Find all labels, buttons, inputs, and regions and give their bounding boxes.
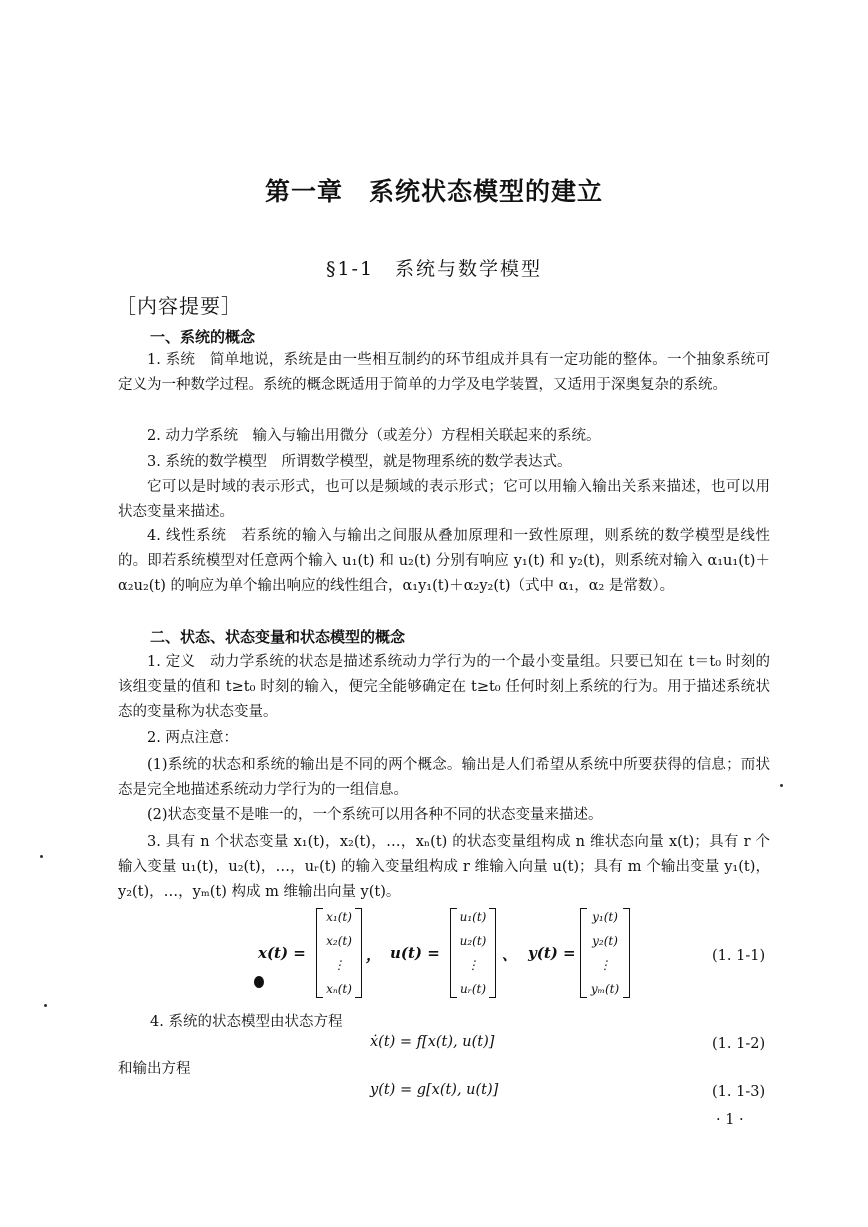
part1-linear-system-paragraph: 4. 线性系统 若系统的输入与输出之间服从叠加原理和一致性原理，则系统的数学模型是线性的。即若系统模型对任意两个输入 u₁(t) 和 u₂(t) 分别有响应 y₁(t) 和 y₂(t)，则系统对输入 α₁u₁(t)＋α₂u₂(t) 的响应为单个输出响应的线性组合，α₁y₁(t)＋α₂y₂(t)（式中 α₁，α₂ 是常数）。	[118, 528, 770, 594]
output-equation: y(t) = g[x(t), u(t)]	[370, 1082, 499, 1098]
x-cell-2: x₂(t)	[326, 934, 352, 948]
scan-speck	[780, 784, 783, 787]
equation-label-1-1-2: (1. 1-2)	[712, 1036, 766, 1052]
part2-definition-paragraph: 1. 定义 动力学系统的状态是描述系统动力学行为的一个最小变量组。只要已知在 t＝t₀ 时刻的该组变量的值和 t≥t₀ 时刻的输入，便完全能够确定在 t≥t₀ 任何时刻上系统的行为。用于描述系统状态的变量称为状态变量。	[118, 654, 770, 720]
y-vector-matrix	[580, 908, 630, 998]
y-cell-3: ⋮	[599, 958, 611, 972]
part1-system-paragraph: 1. 系统 简单地说，系统是由一些相互制约的环节组成并具有一定功能的整体。一个抽象系统可定义为一种数学过程。系统的概念既适用于简单的力学及电学装置，又适用于深奥复杂的系统。	[118, 352, 770, 393]
section-title: §1-1 系统与数学模型	[325, 258, 543, 280]
chapter-title: 第一章 系统状态模型的建立	[264, 177, 603, 206]
part2-note-2: (2)状态变量不是唯一的，一个系统可以用各种不同的状态变量来描述。	[147, 807, 603, 823]
x-vector-matrix	[316, 908, 362, 998]
u-cell-1: u₁(t)	[459, 910, 487, 924]
part1-representation-paragraph: 它可以是时域的表示形式，也可以是频域的表示形式；它可以用输入输出关系来描述，也可以用状态变量来描述。	[118, 479, 770, 520]
y-cell-2: y₂(t)	[592, 934, 618, 948]
state-equation: ẋ(t) = f[x(t), u(t)]	[370, 1034, 495, 1050]
u-vector-lhs: u(t) =	[390, 944, 440, 962]
part1-dynamic-system-paragraph: 2. 动力学系统 输入与输出用微分（或差分）方程相关联起来的系统。	[147, 428, 601, 444]
u-vector-matrix	[450, 908, 496, 998]
scan-speck	[40, 855, 43, 858]
output-equation-intro: 和输出方程	[118, 1061, 191, 1077]
y-cell-4: yₘ(t)	[590, 982, 620, 996]
u-cell-3: ⋮	[467, 958, 479, 972]
u-cell-4: uᵣ(t)	[459, 982, 487, 996]
x-cell-4: xₙ(t)	[326, 982, 352, 996]
part2-vectors-paragraph: 3. 具有 n 个状态变量 x₁(t)，x₂(t)，…，xₙ(t) 的状态变量组构成 n 维状态向量 x(t)；具有 r 个输入变量 u₁(t)，u₂(t)，…，uᵣ(t) 的输入变量组构成 r 维输入向量 u(t)；具有 m 个输出变量 y₁(t)，y₂(t)，…，yₘ(t) 构成 m 维输出向量 y(t)。	[118, 834, 770, 900]
separator-2: 、	[502, 946, 518, 964]
y-cell-1: y₁(t)	[592, 910, 618, 924]
scan-ink-blot	[254, 976, 264, 988]
summary-tag: ［内容提要］	[116, 294, 242, 318]
part2-notes-heading: 2. 两点注意：	[147, 730, 238, 746]
u-cell-2: u₂(t)	[459, 934, 487, 948]
state-model-intro: 4. 系统的状态模型由状态方程	[150, 1014, 343, 1030]
x-cell-3: ⋮	[333, 958, 345, 972]
part1-math-model-paragraph: 3. 系统的数学模型 所谓数学模型，就是物理系统的数学表达式。	[147, 454, 572, 470]
page-number: · 1 ·	[716, 1112, 744, 1128]
scan-speck	[44, 1004, 47, 1007]
x-cell-1: x₁(t)	[326, 910, 352, 924]
part2-heading: 二、状态、状态变量和状态模型的概念	[150, 628, 406, 646]
part1-heading: 一、系统的概念	[150, 328, 256, 346]
separator-1: ，	[366, 946, 382, 964]
x-vector-lhs: x(t) =	[258, 944, 306, 962]
part2-note-1: (1)系统的状态和系统的输出是不同的两个概念。输出是人们希望从系统中所要获得的信息；而状态是完全地描述系统动力学行为的一组信息。	[118, 757, 770, 798]
y-vector-lhs: y(t) =	[528, 944, 576, 962]
equation-label-1-1-3: (1. 1-3)	[712, 1084, 766, 1100]
equation-label-1-1-1: (1. 1-1)	[712, 948, 766, 964]
